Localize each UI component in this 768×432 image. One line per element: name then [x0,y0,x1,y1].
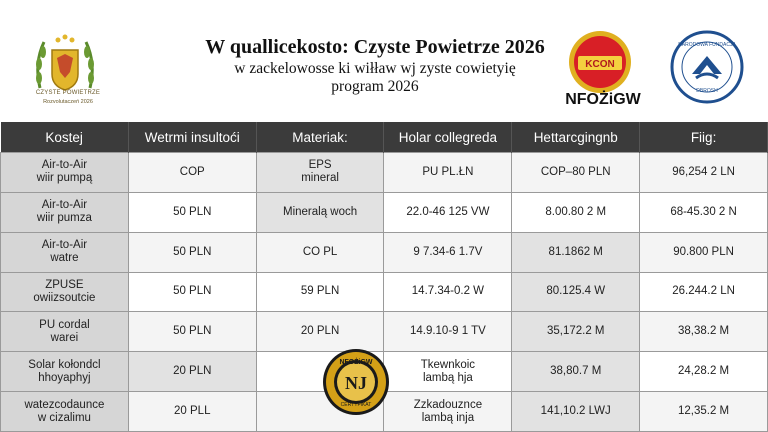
table-cell: 96,254 2 LN [640,153,768,193]
table-row [1,192,768,232]
emblem-subcaption: Rozvolutaczeń 2026 [43,99,93,105]
table-cell: 20 PLN [256,312,384,352]
table-cell: Mineralą woch [256,192,384,232]
seal-top: NFOŻiGW [339,359,373,366]
table-row [1,232,768,272]
table-cell: COP–80 PLN [512,153,640,193]
table-cell: 20 PLN [128,352,256,392]
page-header [0,0,768,122]
table-cell: 8.00.80 2 M [512,192,640,232]
row-label-cell: Air-to-Air wiir pumza [1,192,129,232]
table-cell: 80.125.4 W [512,272,640,312]
emblem-caption: CZYSTE POWIETRZE [35,90,101,96]
title-block [175,36,575,96]
table-cell: 14.7.34-0.2 W [384,272,512,312]
seal-top-text: NARODOWA FUNDACJA [678,42,736,48]
table-cell: 14.9.10-9 1 TV [384,312,512,352]
foundation-seal-icon [670,30,744,104]
table-row [1,312,768,352]
table-cell: 26.244.2 LN [640,272,768,312]
table-cell: 9 7.34-6 1.7V [384,232,512,272]
row-label-cell: Solar kołondcl hhoyaphyj [1,352,129,392]
table-cell: Zzkadouznce lambą inja [384,392,512,432]
emblem-icon [30,28,100,108]
row-label-cell: watezcodaunce w cizalimu [1,392,129,432]
seal-bottom: CERTYFIKAT [340,402,372,408]
column-header: Fiig: [640,122,768,153]
table-cell: 24,28.2 M [640,352,768,392]
table-cell: 20 PLL [128,392,256,432]
table-cell: 50 PLN [128,192,256,232]
seal-center: NJ [345,373,367,393]
column-header: Holar collegreda [384,122,512,153]
column-header: Kostej [1,122,129,153]
nfosigw-badge-icon [568,30,632,94]
table-cell: 12,35.2 M [640,392,768,432]
table-cell: 90.800 PLN [640,232,768,272]
row-label-cell: PU cordal warei [1,312,129,352]
table-cell: PU PL.ŁN [384,153,512,193]
table-cell: 59 PLN [256,272,384,312]
table-cell: COP [128,153,256,193]
table-row [1,272,768,312]
page-subtitle-line2: program 2026 [331,78,419,95]
page-title: W quallicekosto: Czyste Powietrze 2026 [205,36,545,58]
table-cell: 22.0-46 125 VW [384,192,512,232]
table-cell: 68-45.30 2 N [640,192,768,232]
page-subtitle: w zackelowosse ki wiłław wj zyste cowietyię [234,60,516,77]
table-cell: 50 PLN [128,232,256,272]
table-cell: 50 PLN [128,312,256,352]
table-row [1,153,768,193]
column-header: Wetrmi insultoći [128,122,256,153]
table-cell: 35,172.2 M [512,312,640,352]
table-cell: Tkewnkoic lambą hja [384,352,512,392]
table-cell: 81.1862 M [512,232,640,272]
seal-bottom-text: DBROSH [696,88,718,94]
table-cell: EPS mineral [256,153,384,193]
column-header: Materiak: [256,122,384,153]
table-header-row [1,122,768,153]
table-cell: CO PL [256,232,384,272]
certificate-seal-icon [322,348,390,416]
badge-red-inner: KCON [585,59,615,70]
row-label-cell: Air-to-Air watre [1,232,129,272]
table-cell: 50 PLN [128,272,256,312]
row-label-cell: ZPUSE owiizsoutcie [1,272,129,312]
badge-label: NFOŻiGW [565,91,641,108]
table-cell: 141,10.2 LWJ [512,392,640,432]
row-label-cell: Air-to-Air wiir pumpą [1,153,129,193]
table-cell: 38,38.2 M [640,312,768,352]
column-header: Hettarcgingnb [512,122,640,153]
table-cell: 38,80.7 M [512,352,640,392]
